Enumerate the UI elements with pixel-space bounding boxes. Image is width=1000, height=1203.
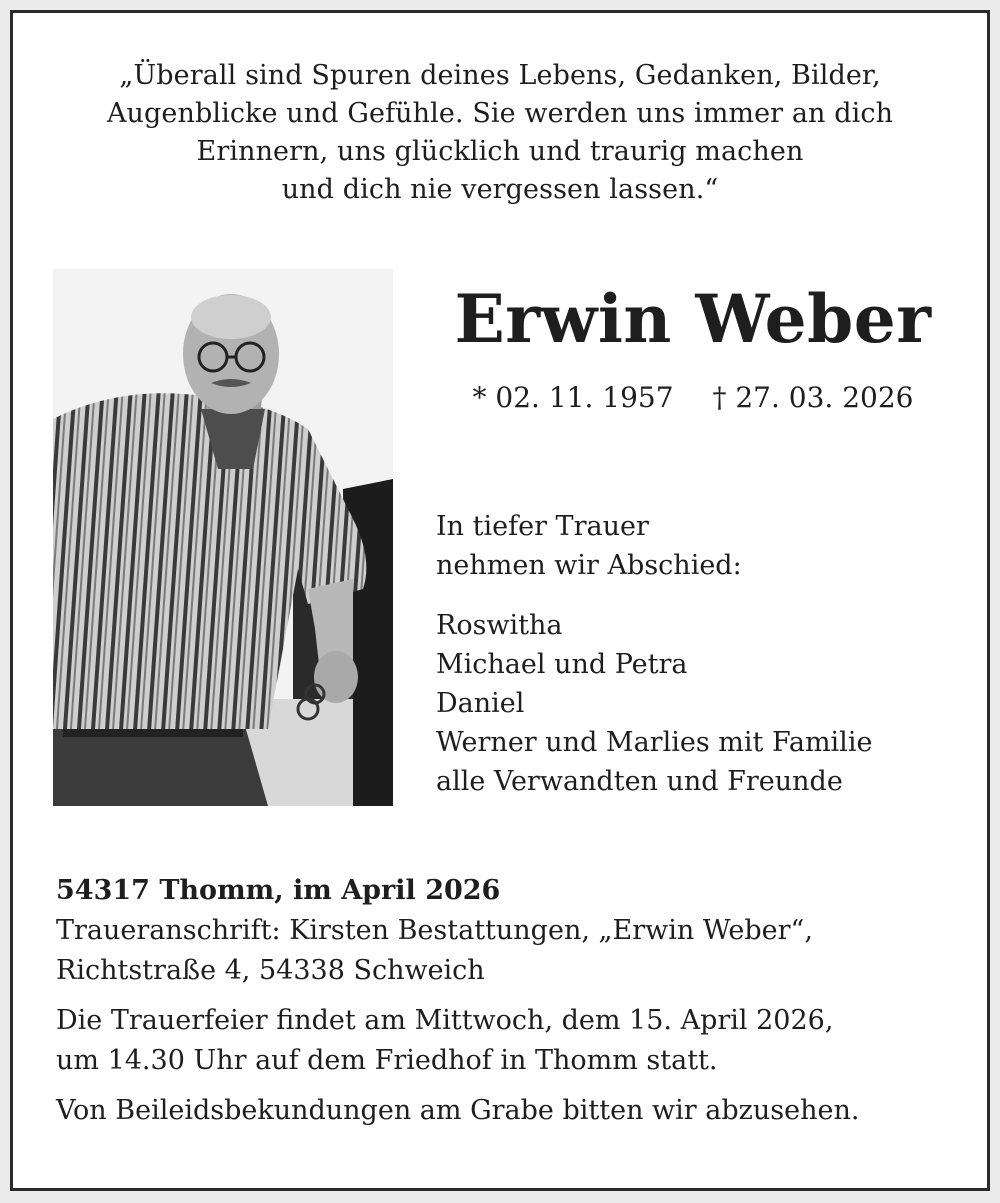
family-member: Werner und Marlies mit Familie	[436, 727, 873, 758]
address-line: Traueranschrift: Kirsten Bestattungen, „Erwin Weber“,	[56, 915, 813, 946]
mourning-statement	[436, 507, 742, 585]
condolence-note: Von Beileidsbekundungen am Grabe bitten wir abzusehen.	[56, 1095, 860, 1126]
ceremony-line: um 14.30 Uhr auf dem Friedhof in Thomm statt.	[56, 1045, 718, 1076]
birth-date: * 02. 11. 1957	[472, 381, 674, 414]
quote-line: „Überall sind Spuren deines Lebens, Gedanken, Bilder,	[119, 60, 881, 91]
quote-line: Erinnern, uns glücklich und traurig machen	[196, 136, 804, 167]
family-member: Roswitha	[436, 610, 563, 641]
family-member: Daniel	[436, 688, 525, 719]
family-list	[436, 606, 872, 801]
mourning-line: nehmen wir Abschied:	[436, 550, 742, 581]
family-member: Michael und Petra	[436, 649, 688, 680]
portrait-photo	[53, 269, 393, 806]
footer-info	[56, 871, 859, 1131]
obituary-card	[10, 10, 990, 1191]
address-line: Richtstraße 4, 54338 Schweich	[56, 955, 485, 986]
life-dates	[423, 379, 963, 417]
ceremony-line: Die Trauerfeier findet am Mittwoch, dem 15. April 2026,	[56, 1005, 834, 1036]
quote-line: Augenblicke und Gefühle. Sie werden uns immer an dich	[106, 98, 894, 129]
mourning-line: In tiefer Trauer	[436, 511, 649, 542]
memorial-quote	[13, 57, 987, 209]
family-member: alle Verwandten und Freunde	[436, 766, 843, 797]
death-date: † 27. 03. 2026	[712, 381, 914, 414]
deceased-name: Erwin Weber	[454, 280, 932, 358]
quote-line: und dich nie vergessen lassen.“	[281, 174, 719, 205]
place-and-date: 54317 Thomm, im April 2026	[56, 875, 501, 906]
